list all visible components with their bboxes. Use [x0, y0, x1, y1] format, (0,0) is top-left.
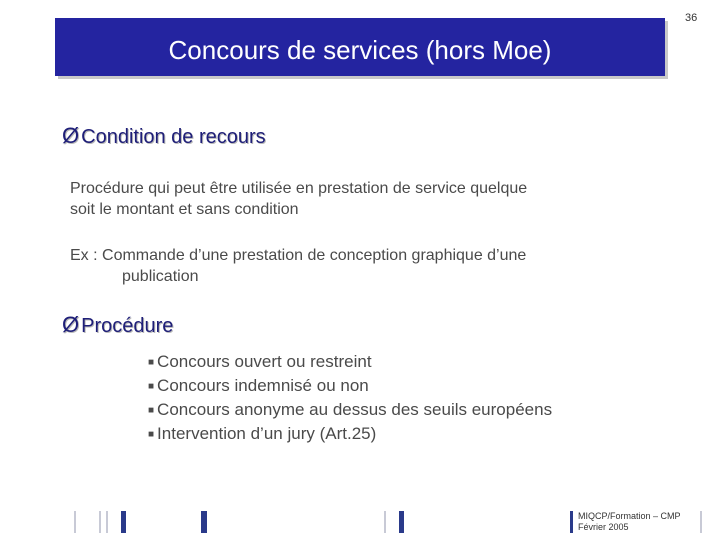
paragraph-line: Ex : Commande d’une prestation de conception graphique d’une: [70, 247, 527, 264]
paragraph-example: [70, 245, 526, 287]
procedure-list: [148, 351, 552, 447]
footer-line: Février 2005: [578, 522, 629, 532]
list-item: [148, 351, 552, 375]
paragraph-condition: [70, 178, 527, 220]
arrow-bullet-icon: Ø: [62, 312, 80, 337]
footer-decor-bar: [384, 511, 386, 533]
list-item-text: Concours ouvert ou restreint: [157, 352, 372, 371]
section-heading-procedure: [62, 312, 173, 338]
list-item-text: Concours indemnisé ou non: [157, 376, 369, 395]
footer-decor-bar: [570, 511, 573, 533]
list-item: [148, 375, 552, 399]
footer-credit: [578, 511, 681, 533]
square-bullet-icon: ■: [148, 357, 155, 368]
list-item: [148, 399, 552, 423]
footer-decor-bar: [700, 511, 702, 533]
slide-title: Concours de services (hors Moe): [168, 34, 552, 65]
footer-line: MIQCP/Formation – CMP: [578, 511, 681, 521]
arrow-bullet-icon: Ø: [62, 123, 80, 148]
footer-decor-bar: [121, 511, 126, 533]
list-item-text: Intervention d’un jury (Art.25): [157, 424, 377, 443]
title-banner: [55, 18, 665, 76]
footer-decor-bar: [201, 511, 207, 533]
footer-decor-bar: [399, 511, 404, 533]
list-item: [148, 423, 552, 447]
square-bullet-icon: ■: [148, 405, 155, 416]
footer-decor-bar: [74, 511, 76, 533]
heading-text: Condition de recours: [81, 126, 266, 148]
page-number: 36: [685, 12, 698, 24]
heading-text: Procédure: [81, 315, 174, 337]
paragraph-line: publication: [122, 268, 199, 285]
square-bullet-icon: ■: [148, 381, 155, 392]
square-bullet-icon: ■: [148, 429, 155, 440]
section-heading-condition: [62, 123, 266, 149]
footer-decor-bar: [99, 511, 101, 533]
footer-decor-bar: [106, 511, 108, 533]
list-item-text: Concours anonyme au dessus des seuils européens: [157, 400, 553, 419]
paragraph-line: Procédure qui peut être utilisée en prestation de service quelque: [70, 180, 528, 197]
paragraph-line: soit le montant et sans condition: [70, 201, 299, 218]
